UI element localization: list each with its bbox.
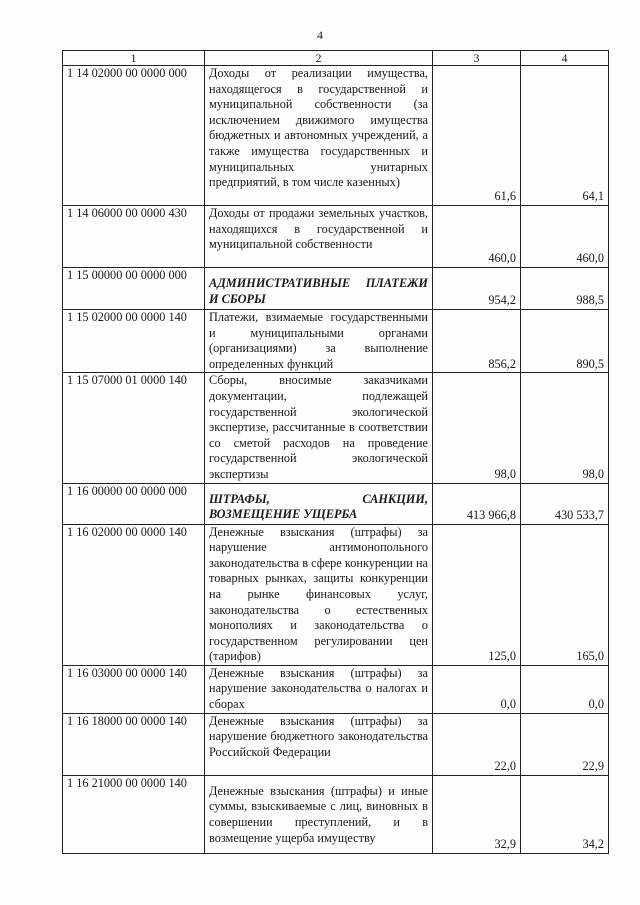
row-value-col4: 460,0 [521,206,609,268]
row-name: Денежные взыскания (штрафы) и иные суммы, взыскиваемые с лиц, виновных в совершении преступлений, и в возмещение ущерба имуществу [205,775,433,853]
table-row [63,483,609,524]
revenue-table [62,50,609,854]
row-value-col3: 413 966,8 [433,483,521,524]
table-row [63,665,609,713]
row-value-col4: 98,0 [521,373,609,483]
row-code: 1 14 02000 00 0000 000 [63,66,205,206]
row-value-col4: 34,2 [521,775,609,853]
row-value-col3: 856,2 [433,310,521,373]
table-row [63,310,609,373]
row-code: 1 15 02000 00 0000 140 [63,310,205,373]
page-number: 4 [317,28,323,42]
row-value-col3: 954,2 [433,268,521,310]
row-code: 1 14 06000 00 0000 430 [63,206,205,268]
row-value-col4: 0,0 [521,665,609,713]
row-name: ШТРАФЫ, САНКЦИИ, ВОЗМЕЩЕНИЕ УЩЕРБА [205,483,433,524]
row-name: Доходы от продажи земельных участков, находящихся в государственной и муниципальной собственности [205,206,433,268]
column-header-4: 4 [521,51,609,66]
row-name: Денежные взыскания (штрафы) за нарушение бюджетного законодательства Российской Федерации [205,713,433,775]
table-row [63,775,609,853]
row-value-col4: 430 533,7 [521,483,609,524]
row-value-col4: 988,5 [521,268,609,310]
row-code: 1 15 07000 01 0000 140 [63,373,205,483]
row-name: Платежи, взимаемые государственными и муниципальными органами (организациями) за выполнение определенных функций [205,310,433,373]
row-name: Денежные взыскания (штрафы) за нарушение антимонопольного законодательства в сфере конкуренции на товарных рынках, защиты конкуренции на рынке финансовых услуг, законодательства о естественных монополиях и законодательства о государственном регулировании цен (тарифов) [205,524,433,665]
row-code: 1 16 00000 00 0000 000 [63,483,205,524]
row-value-col4: 165,0 [521,524,609,665]
row-value-col3: 32,9 [433,775,521,853]
row-value-col3: 0,0 [433,665,521,713]
column-header-1: 1 [63,51,205,66]
row-code: 1 16 02000 00 0000 140 [63,524,205,665]
row-value-col3: 98,0 [433,373,521,483]
row-name: Денежные взыскания (штрафы) за нарушение законодательства о налогах и сборах [205,665,433,713]
row-name: Сборы, вносимые заказчиками документации, подлежащей государственной экологической экспертизе, рассчитанные в соответствии со сметой расходов на проведение государственной экологической экспертизы [205,373,433,483]
row-name: АДМИНИСТРАТИВНЫЕ ПЛАТЕЖИ И СБОРЫ [205,268,433,310]
row-code: 1 16 21000 00 0000 140 [63,775,205,853]
table-row [63,713,609,775]
table-row [63,373,609,483]
row-value-col4: 890,5 [521,310,609,373]
row-code: 1 16 18000 00 0000 140 [63,713,205,775]
row-name: Доходы от реализации имущества, находящегося в государственной и муниципальной собственности (за исключением движимого имущества бюджетных и автономных учреждений, а также имущества государственных и муниципальных унитарных предприятий, в том числе казенных) [205,66,433,206]
column-header-3: 3 [433,51,521,66]
table-header-row [63,51,609,66]
table-row [63,206,609,268]
row-value-col3: 22,0 [433,713,521,775]
row-code: 1 15 00000 00 0000 000 [63,268,205,310]
table-row [63,524,609,665]
table-row [63,66,609,206]
table-row [63,268,609,310]
row-value-col4: 64,1 [521,66,609,206]
row-value-col3: 61,6 [433,66,521,206]
row-value-col3: 125,0 [433,524,521,665]
row-value-col4: 22,9 [521,713,609,775]
row-code: 1 16 03000 00 0000 140 [63,665,205,713]
column-header-2: 2 [205,51,433,66]
row-value-col3: 460,0 [433,206,521,268]
